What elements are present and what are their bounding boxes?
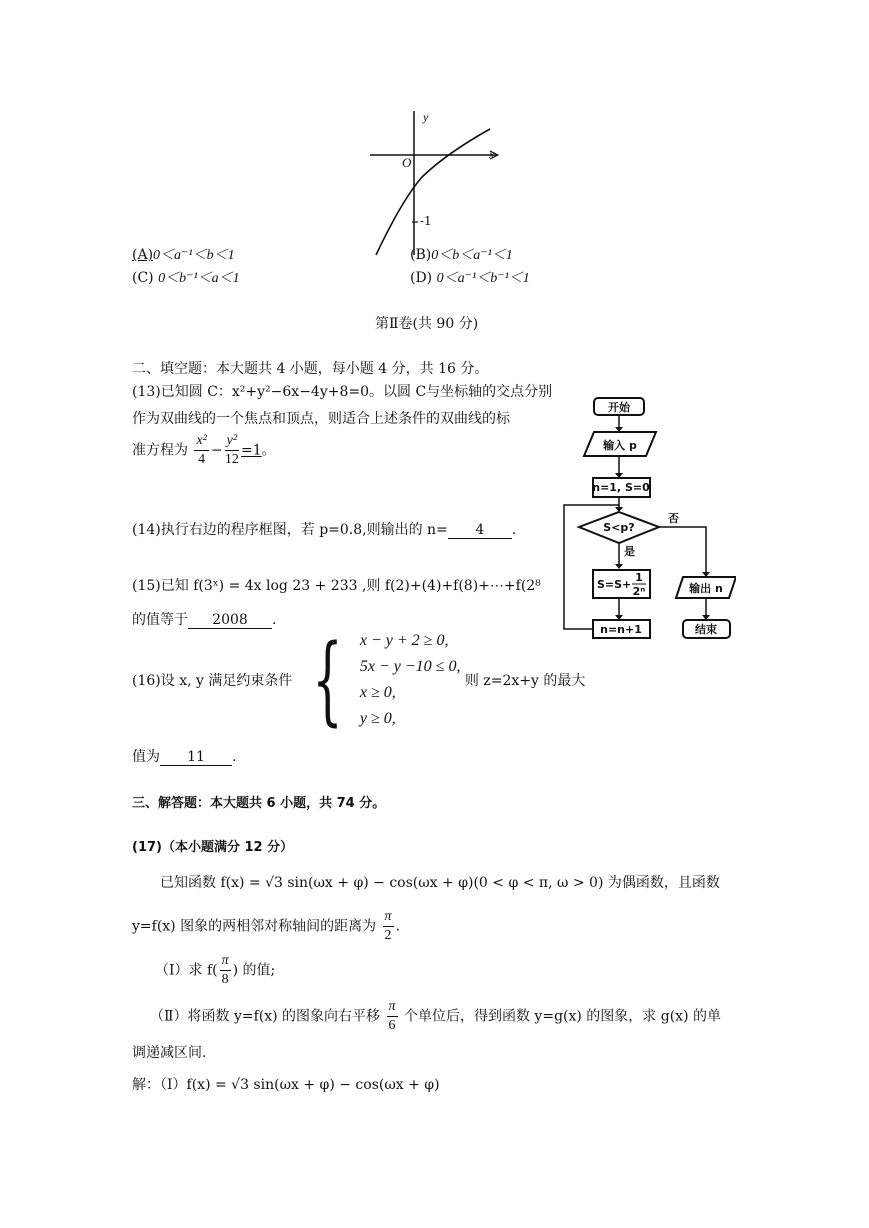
q16-constraint: y ≥ 0, bbox=[359, 710, 396, 727]
q14-answer: 4 bbox=[448, 522, 512, 539]
function-graph bbox=[362, 105, 507, 260]
q13-line1: (13)已知圆 C：x²+y²−6x−4y+8=0。以圆 C与坐标轴的交点分别 bbox=[132, 384, 553, 400]
q17-line1: 已知函数 f(x) = √3 sin(ωx + φ) − cos(ωx + φ)(0 < φ < π, ω > 0) 为偶函数，且函数 bbox=[160, 875, 720, 891]
q13-eq: =1 bbox=[241, 442, 262, 459]
q16 bbox=[132, 624, 586, 736]
q15-answer: 2008 bbox=[188, 612, 272, 629]
flowchart-update-label: S=S+ bbox=[597, 578, 632, 591]
flowchart-output-label: 输出 n bbox=[689, 582, 723, 595]
q16-constraints bbox=[360, 628, 461, 732]
q17-line2-frac-den: 2 bbox=[384, 928, 392, 943]
q17-part1 bbox=[155, 952, 275, 989]
q17-line2-frac-num: π bbox=[383, 908, 394, 927]
q16-constraint: 5x − y −10 ≤ 0, bbox=[359, 658, 461, 675]
flowchart-update-den: 2ⁿ bbox=[632, 585, 646, 598]
q16-end: . bbox=[232, 749, 237, 765]
part2-title: 第Ⅱ卷(共 90 分) bbox=[375, 316, 479, 332]
flowchart-cond-label: S<p? bbox=[603, 521, 635, 534]
q14-end: . bbox=[511, 522, 517, 538]
q13-frac1-den: 4 bbox=[198, 452, 206, 467]
q17-part1-frac-den: 8 bbox=[221, 972, 229, 987]
choice-c bbox=[132, 267, 240, 287]
choice-d bbox=[410, 267, 530, 287]
section2-title: 二、填空题：本大题共 4 小题，每小题 4 分，共 16 分。 bbox=[132, 361, 489, 377]
q13-minus: − bbox=[210, 442, 223, 459]
choice-b-label: (B) bbox=[410, 247, 432, 263]
q17-part1-frac bbox=[220, 952, 231, 989]
q16-line2 bbox=[132, 746, 236, 766]
q17-line2-end: . bbox=[395, 918, 401, 935]
q17-part2 bbox=[150, 998, 721, 1035]
q13-frac2 bbox=[225, 432, 239, 469]
q16-constraint: x ≥ 0, bbox=[359, 684, 396, 701]
q17-part1-frac-num: π bbox=[220, 952, 231, 971]
graph-y-label: y bbox=[423, 110, 429, 124]
q14-text: (14)执行右边的程序框图，若 p=0.8,则输出的 n= bbox=[132, 522, 448, 538]
q13-line3-suffix: 。 bbox=[261, 442, 276, 459]
q17-line2 bbox=[132, 908, 400, 945]
q17-part1-suffix: ) 的值; bbox=[232, 962, 276, 979]
flowchart-update-num: 1 bbox=[635, 571, 643, 584]
choice-d-text: 0＜a⁻¹＜b⁻¹＜1 bbox=[436, 271, 530, 286]
q15-line2 bbox=[132, 609, 276, 629]
q15-line2-prefix: 的值等于 bbox=[132, 612, 188, 628]
flowchart-input-label: 输入 p bbox=[603, 439, 637, 452]
choice-b bbox=[410, 244, 513, 264]
q13-frac2-num: y² bbox=[225, 432, 239, 451]
q13-line3-prefix: 准方程为 bbox=[132, 442, 188, 459]
flowchart-init-label: n=1, S=0 bbox=[592, 481, 650, 494]
q17-line2-prefix: y=f(x) 图象的两相邻对称轴间的距离为 bbox=[132, 918, 377, 935]
q17-header: (17)（本小题满分 12 分） bbox=[132, 840, 294, 855]
choice-d-label: (D) bbox=[410, 270, 433, 286]
q16-constraint-system bbox=[297, 624, 461, 736]
q16-constraint: x − y + 2 ≥ 0, bbox=[359, 632, 449, 649]
choice-c-label: (C) bbox=[132, 270, 154, 286]
graph-x-label: x bbox=[489, 147, 495, 161]
q13-line3 bbox=[132, 432, 276, 469]
q16-brace: { bbox=[312, 624, 343, 736]
flowchart-end-label: 结束 bbox=[695, 623, 717, 636]
q16-answer: 11 bbox=[160, 749, 232, 766]
choice-a-text: 0＜a⁻¹＜b＜1 bbox=[153, 248, 235, 263]
q13-frac1 bbox=[194, 432, 208, 469]
q16-suffix: 则 z=2x+y 的最大 bbox=[464, 673, 586, 689]
section3-title: 三、解答题：本大题共 6 小题，共 74 分。 bbox=[132, 796, 386, 811]
q16-prefix: (16)设 x, y 满足约束条件 bbox=[132, 673, 293, 689]
flowchart-no-label: 否 bbox=[668, 512, 679, 525]
flowchart-start-label: 开始 bbox=[608, 401, 630, 414]
flowchart-inc-label: n=n+1 bbox=[600, 623, 642, 636]
choice-a-label: (A) bbox=[132, 247, 154, 263]
q15-line1: (15)已知 f(3ˣ) = 4x log 23 + 233 ,则 f(2)+(4)+f(8)+⋯+f(2⁸ bbox=[132, 578, 541, 594]
q17-part1-prefix: （Ⅰ）求 f( bbox=[155, 962, 218, 979]
q13-frac1-num: x² bbox=[194, 432, 208, 451]
q17-part2-line2: 调递减区间. bbox=[132, 1045, 207, 1061]
q17-part2-prefix: （Ⅱ）将函数 y=f(x) 的图象向右平移 bbox=[150, 1008, 381, 1025]
graph-origin-label: O bbox=[402, 155, 412, 170]
q14 bbox=[132, 519, 516, 539]
choice-a bbox=[132, 244, 235, 264]
q17-part2-frac-num: π bbox=[387, 998, 398, 1017]
q13-line2: 作为双曲线的一个焦点和顶点，则适合上述条件的双曲线的标 bbox=[132, 411, 510, 427]
choice-c-text: 0＜b⁻¹＜a＜1 bbox=[158, 271, 240, 286]
q17-solution: 解：（Ⅰ）f(x) = √3 sin(ωx + φ) − cos(ωx + φ) bbox=[132, 1077, 440, 1093]
choice-b-text: 0＜b＜a⁻¹＜1 bbox=[431, 248, 513, 263]
graph-minus-one-label: -1 bbox=[420, 214, 432, 228]
q15-end: . bbox=[272, 612, 277, 628]
q17-part2-frac-den: 6 bbox=[388, 1018, 396, 1033]
q17-line2-frac bbox=[383, 908, 394, 945]
q16-line2-prefix: 值为 bbox=[132, 749, 160, 765]
flowchart bbox=[556, 392, 736, 654]
q17-part2-suffix: 个单位后，得到函数 y=g(x) 的图象，求 g(x) 的单 bbox=[403, 1008, 721, 1025]
q13-frac2-den: 12 bbox=[224, 452, 239, 467]
flowchart-yes-label: 是 bbox=[624, 545, 635, 558]
q17-part2-frac bbox=[387, 998, 398, 1035]
